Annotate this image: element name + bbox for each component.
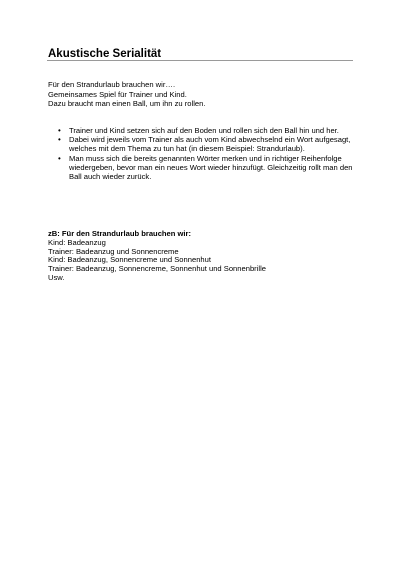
list-item-text: Trainer und Kind setzen sich auf den Boden und rollen sich den Ball hin und her. (69, 126, 339, 135)
list-item (58, 154, 358, 182)
instruction-list (58, 126, 358, 181)
list-item (58, 126, 358, 135)
bullet-icon: • (58, 135, 61, 145)
intro-line: Für den Strandurlaub brauchen wir…. (48, 80, 176, 89)
list-item (58, 135, 358, 153)
example-line: Trainer: Badeanzug und Sonnencreme (48, 246, 179, 256)
example-line: Trainer: Badeanzug, Sonnencreme, Sonnenhut und Sonnenbrille (48, 264, 266, 274)
intro-line: Gemeinsames Spiel für Trainer und Kind. (48, 89, 187, 99)
example-section (48, 230, 266, 283)
list-item-text: Man muss sich die bereits genannten Wörter merken und in richtiger Reihenfolge wiedergeben, bevor man ein neues Wort wieder hinzufügt. Gleichzeitig rollt man den Ball auch wieder zurück. (69, 153, 353, 182)
example-line: Kind: Badeanzug, Sonnencreme und Sonnenhut (48, 255, 211, 265)
example-line: Usw. (48, 272, 65, 282)
bullet-icon: • (58, 126, 61, 135)
page-title: Akustische Serialität (48, 48, 162, 60)
bullet-icon: • (58, 153, 61, 163)
example-heading: zB: Für den Strandurlaub brauchen wir: (48, 229, 192, 238)
title-underline (47, 60, 353, 61)
list-item-text: Dabei wird jeweils vom Trainer als auch vom Kind abwechselnd ein Wort aufgesagt, welches mit dem Thema zu tun hat (in diesem Beispiel: Strandurlaub). (69, 135, 351, 154)
intro-line: Dazu braucht man einen Ball, um ihn zu rollen. (48, 99, 206, 109)
intro-paragraph (48, 80, 205, 109)
example-line: Kind: Badeanzug (48, 237, 106, 247)
